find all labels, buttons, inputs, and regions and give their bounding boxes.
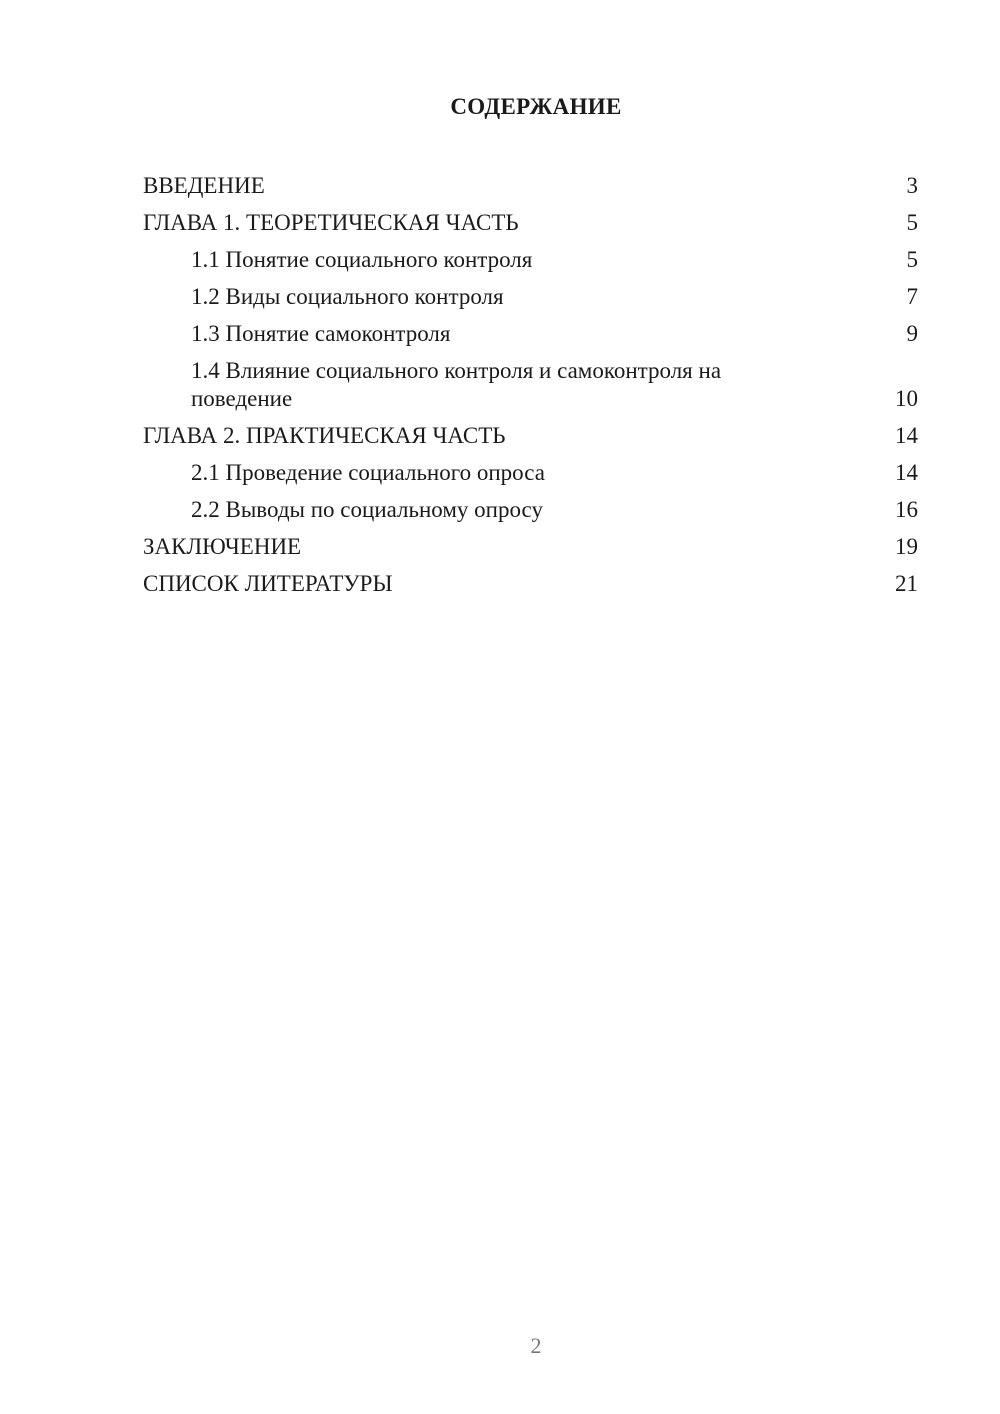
- toc-entry-page: 21: [895, 571, 918, 596]
- toc-entry-section-2-2[interactable]: [143, 492, 918, 529]
- toc-entry-label: СПИСОК ЛИТЕРАТУРЫ: [143, 571, 393, 596]
- toc-entry-page: 14: [895, 423, 918, 448]
- toc-entry-page: 5: [906, 210, 918, 235]
- toc-entry-label: ГЛАВА 1. ТЕОРЕТИЧЕСКАЯ ЧАСТЬ: [143, 210, 519, 235]
- toc-entry-conclusion[interactable]: [143, 529, 918, 566]
- toc-entry-label: ВВЕДЕНИЕ: [143, 173, 265, 198]
- toc-entry-section-1-2[interactable]: [143, 279, 918, 316]
- toc-entry-chapter-2[interactable]: [143, 418, 918, 455]
- page-number: 2: [530, 1333, 542, 1358]
- toc-entry-label: 2.1 Проведение социального опроса: [191, 460, 545, 485]
- toc-entry-page: 14: [895, 460, 918, 485]
- toc-entry-references[interactable]: [143, 566, 918, 603]
- toc-entry-label: 1.4 Влияние социального контроля и самоконтроля на поведение: [191, 358, 722, 411]
- toc-entry-label: 1.3 Понятие самоконтроля: [191, 321, 451, 346]
- toc-entry-page: 19: [895, 534, 918, 559]
- toc-entry-chapter-1[interactable]: [143, 205, 918, 242]
- toc-entry-label: ЗАКЛЮЧЕНИЕ: [143, 534, 302, 559]
- toc-entry-label: 2.2 Выводы по социальному опросу: [191, 497, 543, 522]
- page-title: СОДЕРЖАНИЕ: [450, 94, 622, 119]
- toc-entry-page: 9: [906, 321, 918, 346]
- toc-entry-page: 7: [906, 284, 918, 309]
- table-of-contents: [143, 168, 918, 603]
- toc-entry-section-2-1[interactable]: [143, 455, 918, 492]
- toc-entry-section-1-4[interactable]: [143, 353, 918, 418]
- toc-entry-label: 1.1 Понятие социального контроля: [191, 247, 533, 272]
- toc-entry-label: ГЛАВА 2. ПРАКТИЧЕСКАЯ ЧАСТЬ: [143, 423, 506, 448]
- toc-entry-page: 5: [906, 247, 918, 272]
- toc-entry-page: 3: [906, 173, 918, 198]
- toc-entry-page: 16: [895, 497, 918, 522]
- toc-entry-section-1-3[interactable]: [143, 316, 918, 353]
- toc-entry-section-1-1[interactable]: [143, 242, 918, 279]
- toc-entry-introduction[interactable]: [143, 168, 918, 205]
- toc-entry-label: 1.2 Виды социального контроля: [191, 284, 504, 309]
- toc-entry-page: 10: [895, 386, 918, 411]
